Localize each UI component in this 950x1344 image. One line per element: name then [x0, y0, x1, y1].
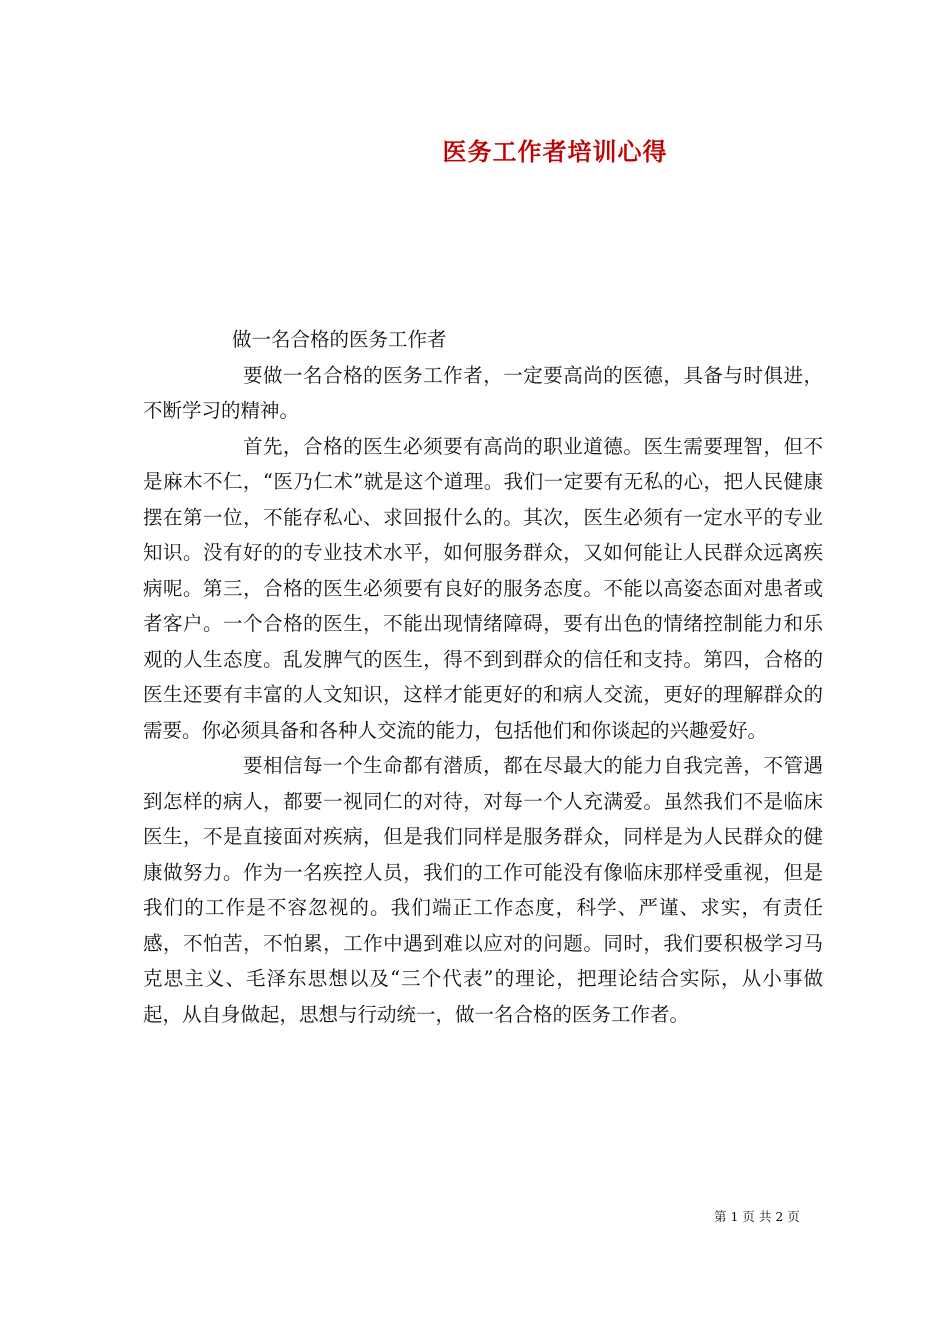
paragraph-conclusion: 要相信每一个生命都有潜质，都在尽最大的能力自我完善，不管遇到怎样的病人，都要一视同仁的对待，对每一个人充满爱。虽然我们不是临床医生，不是直接面对疾病，但是我们同样是服务群众，同样是为人民群众的健康做努力。作为一名疾控人员，我们的工作可能没有像临床那样受重视，但是我们的工作是不容忽视的。我们端正工作态度，科学、严谨、求实，有责任感，不怕苦，不怕累，工作中遇到难以应对的问题。同时，我们要积极学习马克思主义、毛泽东思想以及“三个代表”的理论，把理论结合实际，从小事做起，从自身做起，思想与行动统一，做一名合格的医务工作者。: [143, 754, 823, 1026]
page-number-footer: 第 1 页 共 2 页: [714, 1209, 800, 1224]
document-subtitle: 做一名合格的医务工作者: [232, 328, 447, 351]
document-body: [143, 322, 823, 1032]
document-title: 医务工作者培训心得: [442, 137, 668, 166]
paragraph-intro: 要做一名合格的医务工作者，一定要高尚的医德，具备与时俱进，不断学习的精神。: [143, 363, 823, 422]
paragraph-qualities: 首先，合格的医生必须要有高尚的职业道德。医生需要理智，但不是麻木不仁，“医乃仁术”就是这个道理。我们一定要有无私的心，把人民健康摆在第一位，不能存私心、求回报什么的。其次，医生必须有一定水平的专业知识。没有好的的专业技术水平，如何服务群众，又如何能让人民群众远离疾病呢。第三，合格的医生必须要有良好的服务态度。不能以高姿态面对患者或者客户。一个合格的医生，不能出现情绪障碍，要有出色的情绪控制能力和乐观的人生态度。乱发脾气的医生，得不到到群众的信任和支持。第四，合格的医生还要有丰富的人文知识，这样才能更好的和病人交流，更好的理解群众的需要。你必须具备和各种人交流的能力，包括他们和你谈起的兴趣爱好。: [143, 434, 823, 742]
